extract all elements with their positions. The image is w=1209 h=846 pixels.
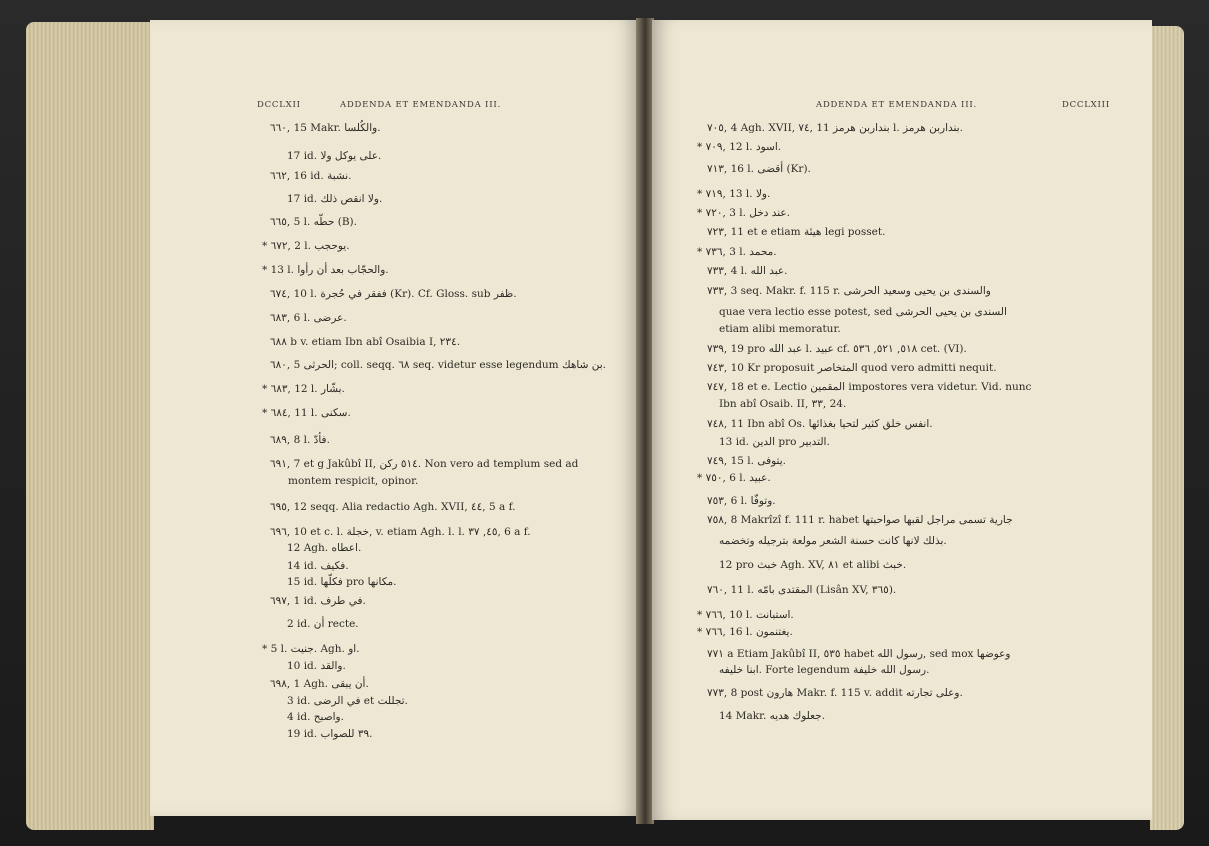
text-line: * ٦٧٢, 2 l. يوحجب. <box>262 240 350 252</box>
text-line: Ibn abî Osaib. II, ٣٣, 24. <box>719 398 847 410</box>
text-line: ٧٥٣, 6 l. وتوفّا. <box>707 495 776 507</box>
text-line: ٦٩٨, 1 Agh. أن يبقى. <box>270 678 369 690</box>
text-line: * ٧١٩, 13 l. ولا. <box>697 188 771 200</box>
text-line: ٦٨٠, 5 الحرثى; coll. seqq. ٦٨ seq. videtur esse legendum بن شاهك. <box>270 359 606 371</box>
text-line: 14 Makr. جعلوك هديه. <box>719 710 826 722</box>
text-line: ٧٥٨, 8 Makrîzî f. 111 r. habet جارية تسمى مراجل لقبها صواحبتها <box>707 514 1013 526</box>
text-line: quae vera lectio esse potest, sed السندى بن يحيى الحرشى <box>719 306 1007 318</box>
text-line: * ٧٥٠, 6 l. عبيد. <box>697 472 771 484</box>
text-line: * ٦٨٤, 11 l. سكنى. <box>262 407 351 419</box>
text-line: 10 id. والقد. <box>287 660 346 672</box>
text-line: ٧١٣, 16 l. أقضى (Kr). <box>707 163 811 175</box>
text-line: ٧٤٩, 15 l. يتوفى. <box>707 455 786 467</box>
text-line: ٧٢٣, 11 et e etiam هيئة legi posset. <box>707 226 886 238</box>
text-line: ٧٤٣, 10 Kr proposuit المتخاصر quod vero admitti nequit. <box>707 362 997 374</box>
text-line: ٦٨٩, 8 l. فأدّ. <box>270 434 330 446</box>
text-line: ٦٨٨ b v. etiam Ibn abî Osaibia I, ٢٣٤. <box>270 336 461 348</box>
text-line: 19 id. ٣٩ للصواب. <box>287 728 373 740</box>
right-page <box>652 20 1152 820</box>
text-line: 17 id. على يوكل ولا. <box>287 150 382 162</box>
text-line: ٦٦٢, 16 id. نشبة. <box>270 170 352 182</box>
text-line: * ٦٨٣, 12 l. بشّار. <box>262 383 345 395</box>
running-head-left: ADDENDA ET EMENDANDA III. <box>340 100 502 110</box>
text-line: 17 id. ولا انقص ذلك. <box>287 193 383 205</box>
text-line: ٧٤٨, 11 Ibn abî Os. انفس خلق كثير لتحيا بغذائها. <box>707 418 933 430</box>
text-line: ٧٦٠, 11 l. المقتدى بامّه (Lisân XV, ٣٦٥). <box>707 584 897 596</box>
text-line: ابنا خليفه. Forte legendum رسول الله خليفة. <box>719 664 930 676</box>
text-line: ٦٧٤, 10 l. ففقر في حُجرة (Kr). Cf. Gloss. sub ظفر. <box>270 288 517 300</box>
text-line: * ٧٦٦, 16 l. يغتنمون. <box>697 626 793 638</box>
text-line: 2 id. أن recte. <box>287 618 359 630</box>
text-line: 15 id. فكلّها pro مكانها. <box>287 576 397 588</box>
text-line: ٧٧١ a Etiam Jakûbî II, ٥٣٥ habet رسول الله, sed mox وعوضها <box>707 648 1011 660</box>
text-line: * ٧٠٩, 12 l. اسود. <box>697 141 782 153</box>
text-line: * 5 l. جنيت. Agh. او. <box>262 643 360 655</box>
text-line: ٧٣٩, 19 pro عبد الله l. عبيد cf. ٥١٨, ٥٢١, ٥٣٦ cet. (VI). <box>707 343 967 355</box>
text-line: 4 id. واصبح. <box>287 711 344 723</box>
text-line: * ٧٢٠, 3 l. عند دخل. <box>697 207 790 219</box>
text-line: ٦٦٥, 5 l. حطّه (B). <box>270 216 357 228</box>
text-line: ٦٩٥, 12 seqq. Alia redactio Agh. XVII, ٤٤, 5 a f. <box>270 501 516 513</box>
text-line: ٦٩٦, 10 et c. l. خجلة, v. etiam Agh. l. l. ٤٥, ٣٧, 6 a f. <box>270 526 531 538</box>
text-line: * 13 l. والحجّاب بعد أن رأوا. <box>262 264 389 276</box>
text-line: ٧٣٣, 3 seq. Makr. f. 115 r. والسندى بن يحيى وسعيد الحرشى <box>707 285 991 297</box>
page-edges-right <box>1150 26 1184 830</box>
text-line: ٧٣٣, 4 l. عبد الله. <box>707 265 788 277</box>
text-line: ٧٧٣, 8 post هارون Makr. f. 115 v. addit وعلى تجارته. <box>707 687 963 699</box>
text-line: montem respicit, opinor. <box>288 475 419 487</box>
text-line: 12 Agh. اعطاه. <box>287 542 362 554</box>
text-line: 12 pro خبث Agh. XV, ٨١ et alibi خبث. <box>719 559 907 571</box>
text-line: * ٧٦٦, 10 l. استبانت. <box>697 609 794 621</box>
text-line: ٧٠٥, 4 Agh. XVII, ٧٤, 11 بنداربن هرمز l. بنداربن هرمز. <box>707 122 963 134</box>
left-page <box>150 20 638 816</box>
text-line: 13 id. الدين pro التدبير. <box>719 436 830 448</box>
text-line: ٧٤٧, 18 et e. Lectio المقمين impostores vera videtur. Vid. nunc <box>707 381 1032 393</box>
text-line: ٦٦٠, 15 Makr. والكُلسا. <box>270 122 381 134</box>
text-line: * ٧٣٦, 3 l. محمد. <box>697 246 777 258</box>
running-head-right: ADDENDA ET EMENDANDA III. <box>816 100 978 110</box>
text-line: etiam alibi memoratur. <box>719 323 841 335</box>
text-line: ٦٩٧, 1 id. في طرف. <box>270 595 366 607</box>
text-line: ٦٨٣, 6 l. عرضى. <box>270 312 347 324</box>
page-number-right: DCCLXIII <box>1062 100 1110 110</box>
page-edges-left <box>26 22 154 830</box>
text-line: 3 id. في الرضى et تجللت. <box>287 695 408 707</box>
page-number-left: DCCLXII <box>257 100 301 110</box>
text-line: ٦٩١, 7 et g Jakûbî II, ٥١٤ ركن. Non vero ad templum sed ad <box>270 458 579 470</box>
text-line: بذلك لانها كانت حسنة الشعر مولعة بترجيله وتخضمه. <box>719 535 947 547</box>
text-line: 14 id. فكيف. <box>287 560 349 572</box>
